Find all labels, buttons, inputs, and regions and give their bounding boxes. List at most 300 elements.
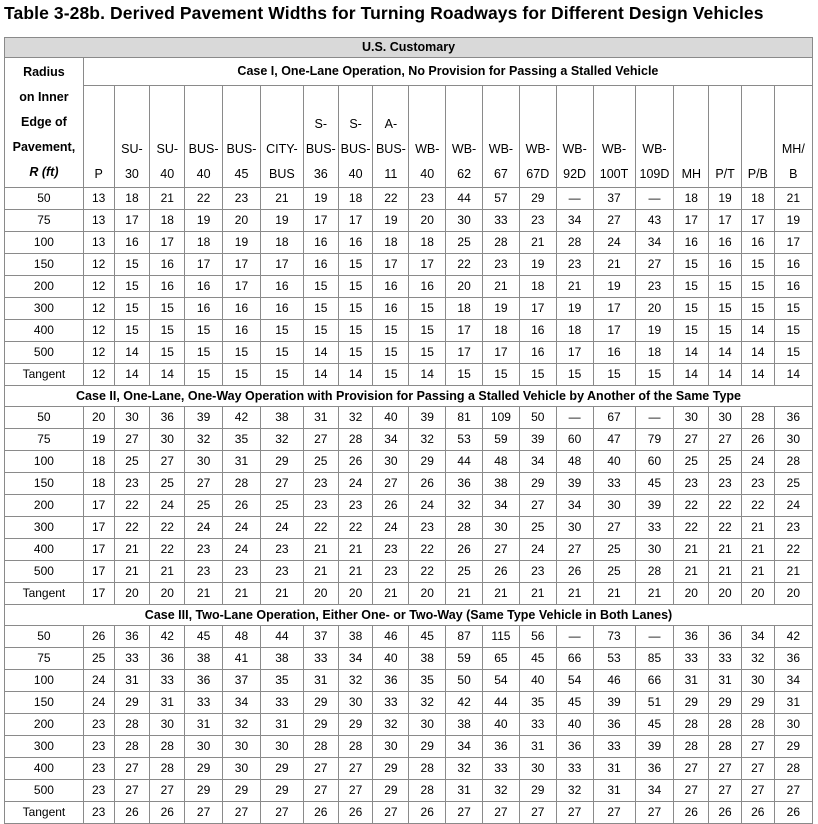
width-cell: 26 xyxy=(303,802,338,824)
width-cell: 36 xyxy=(150,407,185,429)
vehicle-header-line: BUS- xyxy=(226,142,257,156)
vehicle-header-line: BUS- xyxy=(375,142,406,156)
table-row xyxy=(5,320,813,342)
width-cell: 45 xyxy=(409,626,446,648)
width-cell: 26 xyxy=(774,802,812,824)
vehicle-column-header xyxy=(446,86,483,188)
radius-cell: 50 xyxy=(5,626,84,648)
width-cell: 23 xyxy=(519,210,556,232)
width-cell: 24 xyxy=(774,495,812,517)
table-row xyxy=(5,342,813,364)
width-cell: 24 xyxy=(409,495,446,517)
width-cell: 27 xyxy=(223,802,261,824)
vehicle-header-line: P/T xyxy=(715,167,735,181)
width-cell: 27 xyxy=(185,802,223,824)
width-cell: 15 xyxy=(741,298,774,320)
width-cell: 48 xyxy=(223,626,261,648)
width-cell: 29 xyxy=(260,451,303,473)
width-cell: 36 xyxy=(556,736,593,758)
vehicle-header-line: 40 xyxy=(196,167,211,181)
width-cell: 15 xyxy=(409,320,446,342)
width-cell: 19 xyxy=(709,188,742,210)
width-cell: 36 xyxy=(483,736,520,758)
width-cell: 15 xyxy=(774,342,812,364)
width-cell: 17 xyxy=(373,254,409,276)
width-cell: 22 xyxy=(150,517,185,539)
width-cell: 19 xyxy=(260,210,303,232)
vehicle-header-line: 40 xyxy=(160,167,175,181)
vehicle-column-header xyxy=(593,86,635,188)
width-cell: 29 xyxy=(373,758,409,780)
width-cell: 29 xyxy=(303,692,338,714)
width-cell: 29 xyxy=(409,451,446,473)
vehicle-column-header xyxy=(483,86,520,188)
width-cell: 39 xyxy=(185,407,223,429)
width-cell: 22 xyxy=(373,188,409,210)
radius-cell: 150 xyxy=(5,254,84,276)
width-cell: 15 xyxy=(483,364,520,386)
width-cell: 29 xyxy=(223,780,261,802)
vehicle-header-line: SU- xyxy=(121,142,143,156)
width-cell: 30 xyxy=(114,407,150,429)
width-cell: 67 xyxy=(593,407,635,429)
width-cell: 18 xyxy=(674,188,709,210)
width-cell: 21 xyxy=(150,188,185,210)
vehicle-header-line: 100T xyxy=(599,167,629,181)
width-cell: 14 xyxy=(674,364,709,386)
width-cell: 15 xyxy=(303,276,338,298)
width-cell: 30 xyxy=(446,210,483,232)
width-cell: 27 xyxy=(114,429,150,451)
width-cell: 34 xyxy=(373,429,409,451)
width-cell: 17 xyxy=(185,254,223,276)
width-cell: 27 xyxy=(635,802,674,824)
width-cell: 46 xyxy=(373,626,409,648)
vehicle-column-header xyxy=(83,86,114,188)
width-cell: 21 xyxy=(593,254,635,276)
width-cell: 20 xyxy=(338,583,373,605)
width-cell: 21 xyxy=(446,583,483,605)
width-cell: 31 xyxy=(446,780,483,802)
vehicle-header-line: 62 xyxy=(457,167,472,181)
column-header-row xyxy=(5,86,813,188)
width-cell: 25 xyxy=(519,517,556,539)
width-cell: 28 xyxy=(774,451,812,473)
width-cell: 35 xyxy=(260,670,303,692)
table-row xyxy=(5,495,813,517)
width-cell: 28 xyxy=(483,232,520,254)
width-cell: 19 xyxy=(635,320,674,342)
vehicle-column-header xyxy=(519,86,556,188)
width-cell: 12 xyxy=(83,342,114,364)
width-cell: 29 xyxy=(338,714,373,736)
width-cell: 42 xyxy=(774,626,812,648)
width-cell: 32 xyxy=(409,429,446,451)
width-cell: 21 xyxy=(709,561,742,583)
width-cell: 16 xyxy=(260,276,303,298)
width-cell: 26 xyxy=(338,802,373,824)
width-cell: 14 xyxy=(741,342,774,364)
width-cell: 33 xyxy=(635,517,674,539)
width-cell: 33 xyxy=(593,473,635,495)
width-cell: 33 xyxy=(593,736,635,758)
case-header-row xyxy=(5,386,813,407)
width-cell: 30 xyxy=(674,407,709,429)
width-cell: 15 xyxy=(674,298,709,320)
width-cell: 25 xyxy=(114,451,150,473)
width-cell: 31 xyxy=(774,692,812,714)
width-cell: 29 xyxy=(260,780,303,802)
width-cell: 26 xyxy=(338,451,373,473)
width-cell: 16 xyxy=(519,342,556,364)
width-cell: 27 xyxy=(741,758,774,780)
width-cell: 33 xyxy=(260,692,303,714)
width-cell: 16 xyxy=(223,298,261,320)
width-cell: 20 xyxy=(223,210,261,232)
width-cell: — xyxy=(635,407,674,429)
width-cell: 16 xyxy=(260,298,303,320)
width-cell: 34 xyxy=(519,451,556,473)
width-cell: 30 xyxy=(260,736,303,758)
width-cell: 14 xyxy=(741,364,774,386)
width-cell: 48 xyxy=(483,451,520,473)
width-cell: 51 xyxy=(635,692,674,714)
width-cell: 15 xyxy=(709,320,742,342)
width-cell: 33 xyxy=(303,648,338,670)
table-row xyxy=(5,539,813,561)
width-cell: 23 xyxy=(338,495,373,517)
width-cell: 22 xyxy=(446,254,483,276)
width-cell: 23 xyxy=(303,473,338,495)
table-row xyxy=(5,561,813,583)
width-cell: 15 xyxy=(185,320,223,342)
width-cell: 30 xyxy=(635,539,674,561)
width-cell: 26 xyxy=(223,495,261,517)
width-cell: 27 xyxy=(674,429,709,451)
width-cell: 42 xyxy=(223,407,261,429)
width-cell: 22 xyxy=(409,561,446,583)
width-cell: 27 xyxy=(635,254,674,276)
width-cell: 29 xyxy=(519,188,556,210)
width-cell: 16 xyxy=(338,232,373,254)
vehicle-header-line: CITY- xyxy=(266,142,298,156)
width-cell: 22 xyxy=(674,495,709,517)
width-cell: 21 xyxy=(260,583,303,605)
width-cell: 22 xyxy=(709,517,742,539)
width-cell: 25 xyxy=(260,495,303,517)
case-header-row xyxy=(5,605,813,626)
vehicle-header-line: BUS- xyxy=(305,142,336,156)
width-cell: 48 xyxy=(556,451,593,473)
width-cell: 40 xyxy=(519,670,556,692)
width-cell: 12 xyxy=(83,298,114,320)
width-cell: 23 xyxy=(709,473,742,495)
width-cell: 28 xyxy=(774,758,812,780)
width-cell: 16 xyxy=(185,276,223,298)
width-cell: 30 xyxy=(409,714,446,736)
vehicle-header-line: B xyxy=(789,167,798,181)
width-cell: 29 xyxy=(185,780,223,802)
width-cell: 109 xyxy=(483,407,520,429)
width-cell: 33 xyxy=(185,692,223,714)
width-cell: 32 xyxy=(338,670,373,692)
table-row xyxy=(5,780,813,802)
width-cell: 20 xyxy=(303,583,338,605)
width-cell: 37 xyxy=(223,670,261,692)
width-cell: 36 xyxy=(635,758,674,780)
width-cell: 21 xyxy=(674,539,709,561)
width-cell: 18 xyxy=(373,232,409,254)
width-cell: 15 xyxy=(338,276,373,298)
width-cell: 19 xyxy=(303,188,338,210)
width-cell: 46 xyxy=(593,670,635,692)
width-cell: 38 xyxy=(185,648,223,670)
width-cell: 15 xyxy=(114,254,150,276)
width-cell: 22 xyxy=(409,539,446,561)
width-cell: 20 xyxy=(150,583,185,605)
width-cell: 24 xyxy=(338,473,373,495)
width-cell: 16 xyxy=(223,320,261,342)
table-row xyxy=(5,517,813,539)
width-cell: 30 xyxy=(519,758,556,780)
width-cell: 16 xyxy=(709,232,742,254)
width-cell: 26 xyxy=(409,473,446,495)
radius-header-line: on Inner xyxy=(19,90,69,104)
width-cell: 23 xyxy=(260,561,303,583)
width-cell: 18 xyxy=(83,451,114,473)
width-cell: 31 xyxy=(260,714,303,736)
width-cell: 41 xyxy=(223,648,261,670)
width-cell: 27 xyxy=(303,780,338,802)
width-cell: 22 xyxy=(774,539,812,561)
width-cell: 29 xyxy=(373,780,409,802)
width-cell: 20 xyxy=(709,583,742,605)
width-cell: 15 xyxy=(446,364,483,386)
width-cell: 38 xyxy=(260,407,303,429)
width-cell: 57 xyxy=(483,188,520,210)
width-cell: 27 xyxy=(709,758,742,780)
width-cell: 24 xyxy=(223,517,261,539)
width-cell: 17 xyxy=(114,210,150,232)
width-cell: 36 xyxy=(674,626,709,648)
width-cell: 16 xyxy=(114,232,150,254)
width-cell: 44 xyxy=(446,451,483,473)
width-cell: 23 xyxy=(185,561,223,583)
width-cell: 36 xyxy=(709,626,742,648)
width-cell: 27 xyxy=(483,539,520,561)
width-cell: 30 xyxy=(709,407,742,429)
width-cell: 53 xyxy=(446,429,483,451)
width-cell: 33 xyxy=(483,210,520,232)
width-cell: 24 xyxy=(593,232,635,254)
width-cell: 30 xyxy=(185,451,223,473)
table-row xyxy=(5,407,813,429)
width-cell: 17 xyxy=(774,232,812,254)
width-cell: 25 xyxy=(674,451,709,473)
width-cell: 24 xyxy=(150,495,185,517)
width-cell: 34 xyxy=(556,210,593,232)
vehicle-column-header xyxy=(260,86,303,188)
width-cell: 27 xyxy=(593,517,635,539)
width-cell: 34 xyxy=(483,495,520,517)
width-cell: 15 xyxy=(260,342,303,364)
width-cell: 24 xyxy=(373,517,409,539)
width-cell: 31 xyxy=(185,714,223,736)
width-cell: 32 xyxy=(741,648,774,670)
width-cell: 28 xyxy=(114,714,150,736)
width-cell: 33 xyxy=(709,648,742,670)
width-cell: 35 xyxy=(409,670,446,692)
width-cell: 17 xyxy=(338,210,373,232)
vehicle-header-line: P xyxy=(94,167,103,181)
width-cell: 36 xyxy=(150,648,185,670)
width-cell: 17 xyxy=(709,210,742,232)
width-cell: 31 xyxy=(223,451,261,473)
width-cell: 34 xyxy=(774,670,812,692)
width-cell: 20 xyxy=(635,298,674,320)
width-cell: 17 xyxy=(83,517,114,539)
width-cell: 29 xyxy=(519,780,556,802)
width-cell: 24 xyxy=(519,539,556,561)
width-cell: 28 xyxy=(409,780,446,802)
width-cell: 45 xyxy=(556,692,593,714)
width-cell: 17 xyxy=(150,232,185,254)
table-row xyxy=(5,758,813,780)
width-cell: 17 xyxy=(83,583,114,605)
width-cell: 21 xyxy=(303,539,338,561)
width-cell: 15 xyxy=(150,320,185,342)
width-cell: 29 xyxy=(519,473,556,495)
width-cell: 32 xyxy=(409,692,446,714)
width-cell: 45 xyxy=(185,626,223,648)
width-cell: 23 xyxy=(409,188,446,210)
vehicle-column-header xyxy=(709,86,742,188)
width-cell: 16 xyxy=(303,232,338,254)
vehicle-header-line: 67D xyxy=(526,167,550,181)
width-cell: — xyxy=(556,407,593,429)
width-cell: 27 xyxy=(741,736,774,758)
vehicle-column-header xyxy=(741,86,774,188)
width-cell: 18 xyxy=(409,232,446,254)
width-cell: 15 xyxy=(223,342,261,364)
case-title: Case III, Two-Lane Operation, Either One- or Two-Way (Same Type Vehicle in Both Lanes) xyxy=(5,605,813,626)
width-cell: 15 xyxy=(150,342,185,364)
width-cell: 36 xyxy=(114,626,150,648)
width-cell: 31 xyxy=(114,670,150,692)
width-cell: 15 xyxy=(409,342,446,364)
width-cell: 18 xyxy=(519,276,556,298)
width-cell: 23 xyxy=(674,473,709,495)
width-cell: 21 xyxy=(483,276,520,298)
width-cell: 18 xyxy=(446,298,483,320)
vehicle-column-header xyxy=(674,86,709,188)
width-cell: 15 xyxy=(338,320,373,342)
width-cell: 25 xyxy=(709,451,742,473)
width-cell: 30 xyxy=(741,670,774,692)
width-cell: 27 xyxy=(674,758,709,780)
width-cell: 32 xyxy=(260,429,303,451)
width-cell: 21 xyxy=(556,276,593,298)
width-cell: 15 xyxy=(185,342,223,364)
width-cell: 26 xyxy=(741,802,774,824)
width-cell: 31 xyxy=(674,670,709,692)
width-cell: 81 xyxy=(446,407,483,429)
width-cell: 38 xyxy=(260,648,303,670)
width-cell: 15 xyxy=(303,320,338,342)
width-cell: 23 xyxy=(223,188,261,210)
width-cell: 32 xyxy=(483,780,520,802)
width-cell: 34 xyxy=(446,736,483,758)
width-cell: 19 xyxy=(519,254,556,276)
width-cell: 60 xyxy=(635,451,674,473)
width-cell: 23 xyxy=(635,276,674,298)
vehicle-header-line: WB- xyxy=(562,142,587,156)
width-cell: 23 xyxy=(83,758,114,780)
width-cell: 15 xyxy=(338,342,373,364)
table-row xyxy=(5,583,813,605)
width-cell: 27 xyxy=(338,780,373,802)
width-cell: 15 xyxy=(674,254,709,276)
vehicle-header-line: 109D xyxy=(639,167,670,181)
width-cell: 79 xyxy=(635,429,674,451)
width-cell: 38 xyxy=(446,714,483,736)
width-cell: 20 xyxy=(741,583,774,605)
width-cell: 18 xyxy=(150,210,185,232)
radius-cell: 200 xyxy=(5,276,84,298)
width-cell: 29 xyxy=(185,758,223,780)
width-cell: 115 xyxy=(483,626,520,648)
width-cell: 15 xyxy=(519,364,556,386)
vehicle-header-line: 92D xyxy=(563,167,587,181)
width-cell: 15 xyxy=(373,364,409,386)
width-cell: 36 xyxy=(373,670,409,692)
width-cell: 16 xyxy=(519,320,556,342)
width-cell: 28 xyxy=(114,736,150,758)
width-cell: 85 xyxy=(635,648,674,670)
width-cell: 14 xyxy=(774,364,812,386)
width-cell: 27 xyxy=(741,780,774,802)
width-cell: 21 xyxy=(674,561,709,583)
width-cell: 25 xyxy=(185,495,223,517)
width-cell: 34 xyxy=(635,780,674,802)
radius-cell: 50 xyxy=(5,188,84,210)
width-cell: 15 xyxy=(709,298,742,320)
width-cell: 21 xyxy=(556,583,593,605)
width-cell: 29 xyxy=(741,692,774,714)
width-cell: 66 xyxy=(556,648,593,670)
radius-cell: 300 xyxy=(5,517,84,539)
width-cell: 87 xyxy=(446,626,483,648)
width-cell: 38 xyxy=(483,473,520,495)
width-cell: 14 xyxy=(709,342,742,364)
radius-cell: 400 xyxy=(5,320,84,342)
radius-cell: 75 xyxy=(5,648,84,670)
width-cell: — xyxy=(556,626,593,648)
width-cell: 17 xyxy=(223,254,261,276)
width-cell: 13 xyxy=(83,188,114,210)
width-cell: 25 xyxy=(593,561,635,583)
radius-cell: 150 xyxy=(5,692,84,714)
width-cell: 65 xyxy=(483,648,520,670)
width-cell: 21 xyxy=(260,188,303,210)
width-cell: 34 xyxy=(635,232,674,254)
vehicle-header-line: BUS- xyxy=(340,142,371,156)
width-cell: 54 xyxy=(556,670,593,692)
width-cell: 23 xyxy=(83,736,114,758)
width-cell: 16 xyxy=(409,276,446,298)
width-cell: 23 xyxy=(373,539,409,561)
width-cell: 50 xyxy=(519,407,556,429)
